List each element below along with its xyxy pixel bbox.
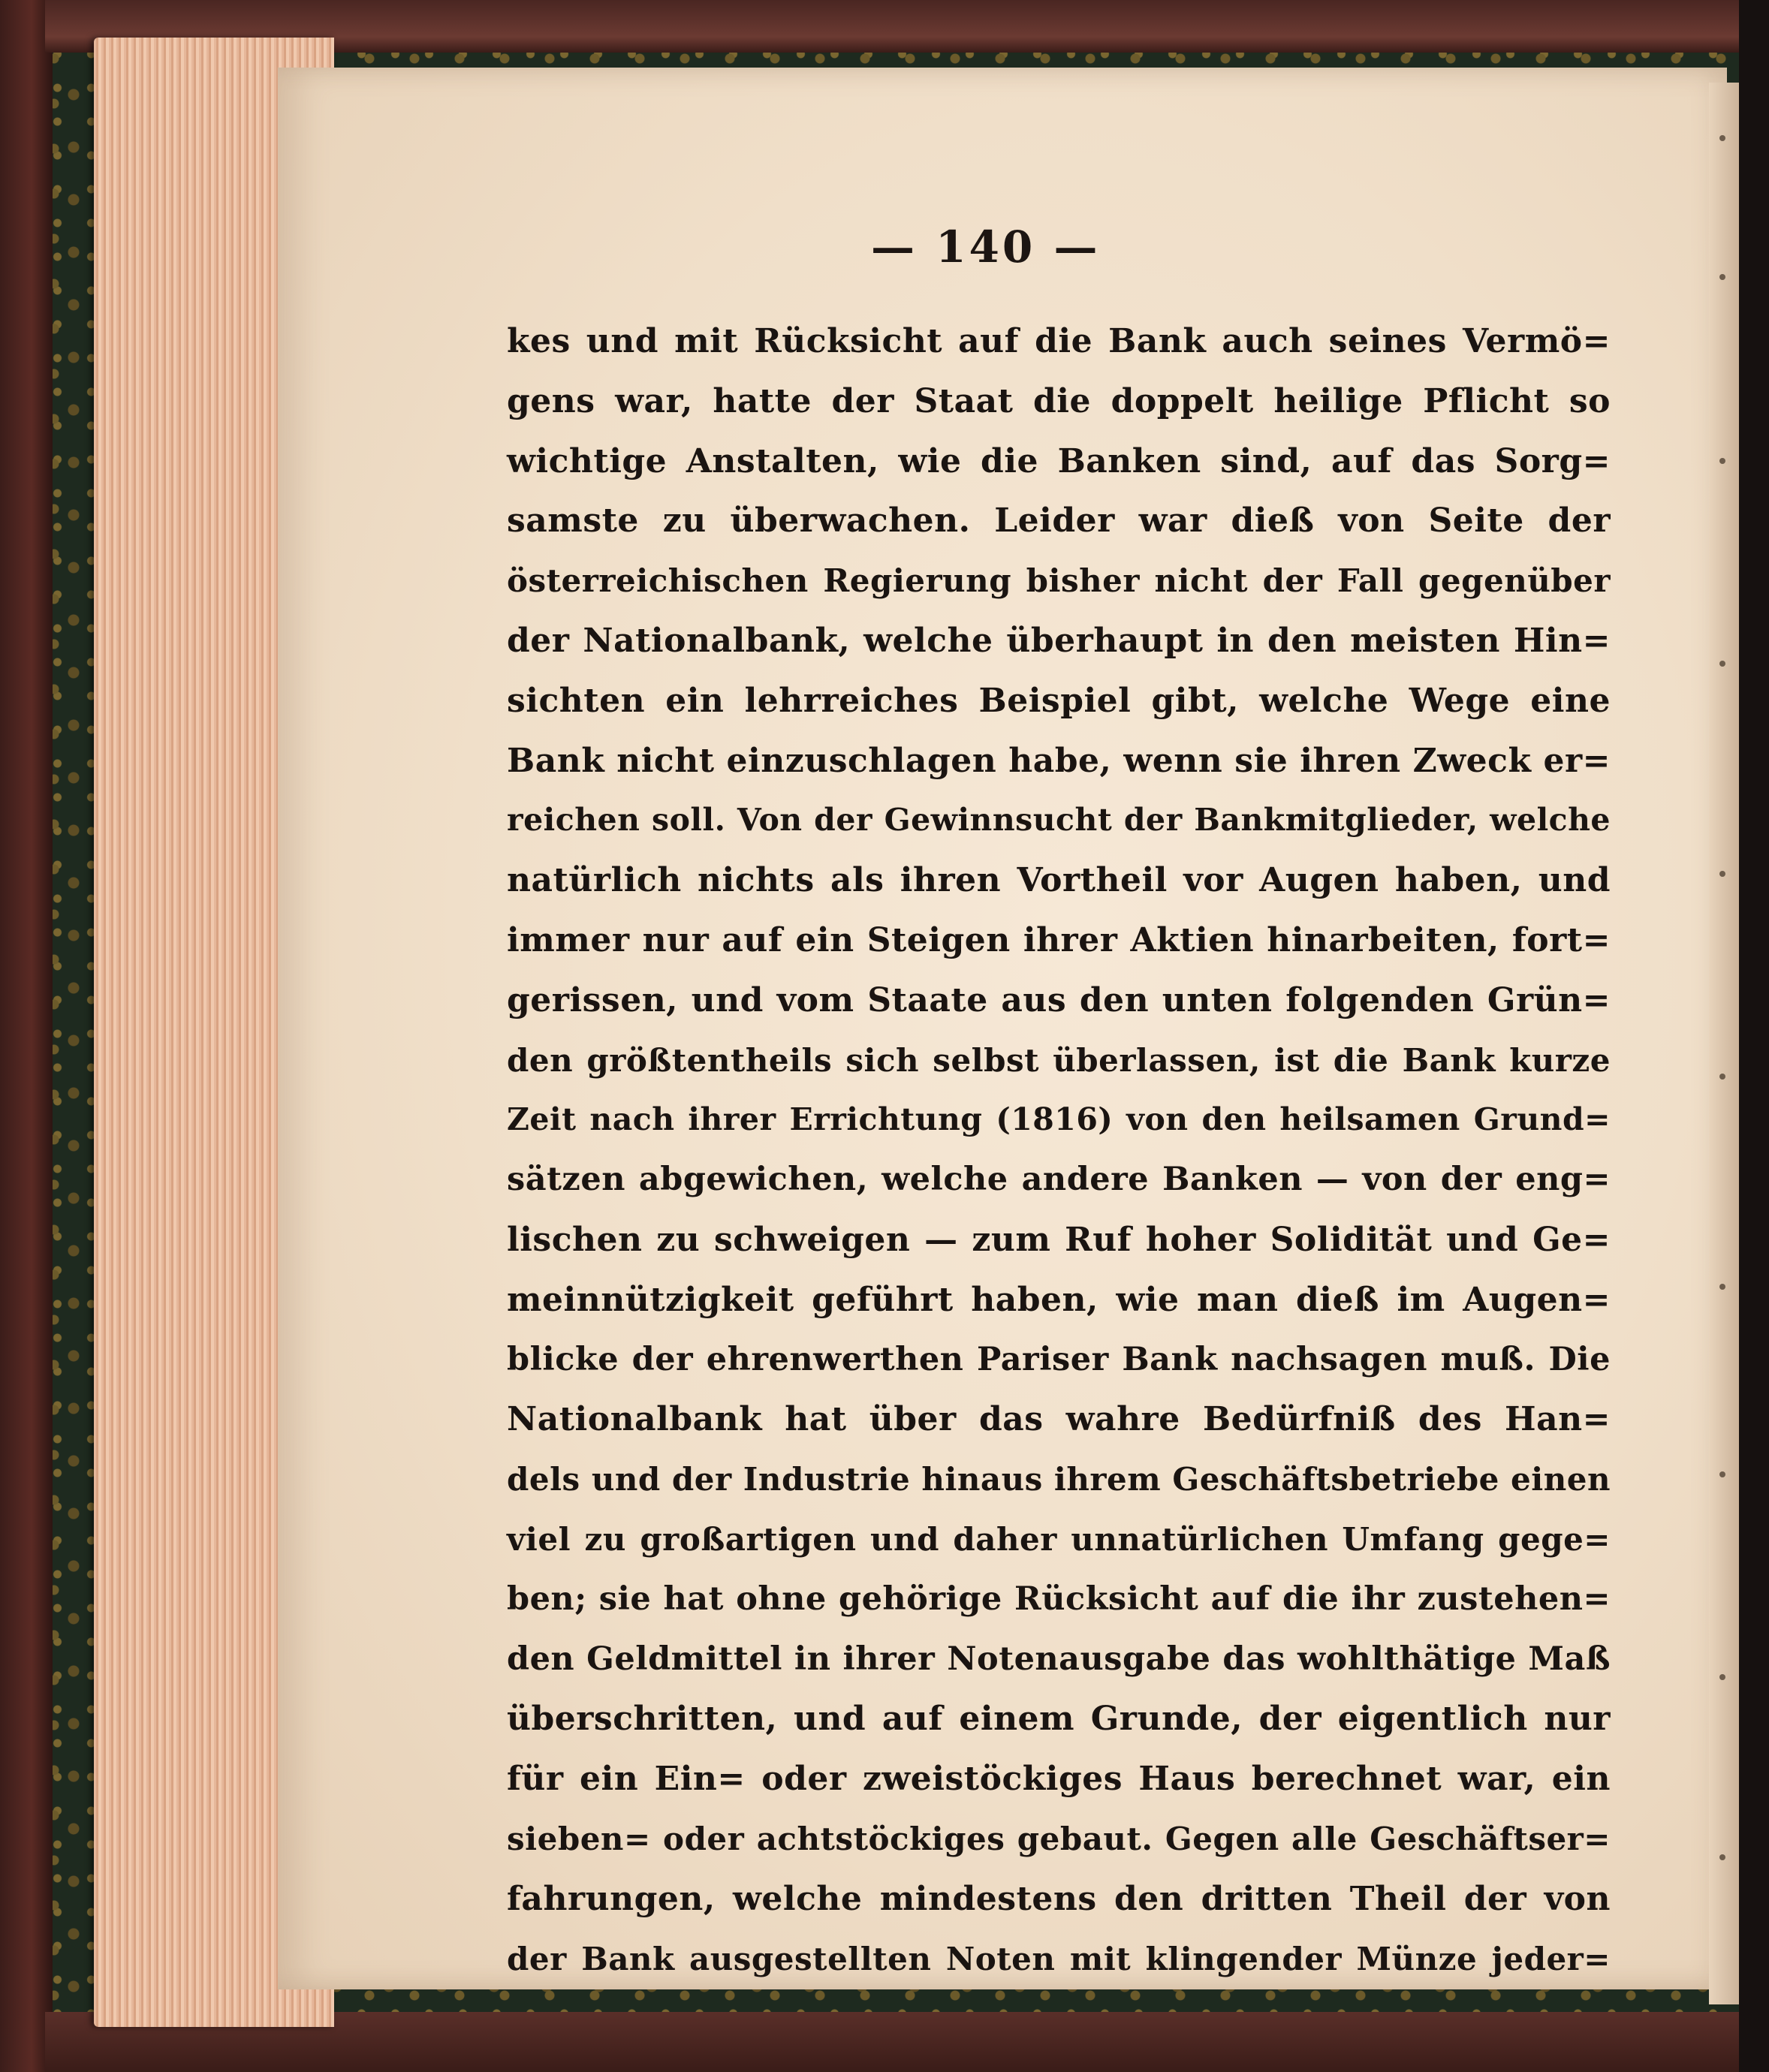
- text-line: fahrungen, welche mindestens den dritten Theil der von: [507, 1879, 1611, 1918]
- text-line: lischen zu schweigen — zum Ruf hoher Solidität und Ge=: [507, 1220, 1611, 1259]
- text-line: samste zu überwachen. Leider war dieß von Seite der: [507, 501, 1611, 541]
- stitch-hole: [1719, 135, 1725, 141]
- text-line: Zeit nach ihrer Errichtung (1816) von den heilsamen Grund=: [507, 1101, 1611, 1138]
- page-number: — 140 —: [871, 221, 1101, 273]
- text-line: kes und mit Rücksicht auf die Bank auch seines Vermö=: [507, 322, 1611, 360]
- stitch-hole: [1719, 1854, 1725, 1860]
- stitch-hole: [1719, 458, 1725, 464]
- text-line: wichtige Anstalten, wie die Banken sind, auf das Sorg=: [507, 441, 1611, 480]
- text-line: reichen soll. Von der Gewinnsucht der Bankmitglieder, welche: [507, 802, 1611, 839]
- stitch-hole: [1719, 871, 1725, 877]
- text-line: österreichischen Regierung bisher nicht der Fall gegenüber: [507, 562, 1611, 600]
- text-line: sichten ein lehrreiches Beispiel gibt, welche Wege eine: [507, 681, 1611, 720]
- text-line: natürlich nichts als ihren Vortheil vor Augen haben, und: [507, 861, 1611, 900]
- text-line: den größtentheils sich selbst überlassen, ist die Bank kurze: [507, 1041, 1611, 1079]
- text-line: der Bank ausgestellten Noten mit klingender Münze jeder=: [507, 1940, 1611, 1977]
- text-line: immer nur auf ein Steigen ihrer Aktien hinarbeiten, fort=: [507, 920, 1611, 959]
- text-line: gens war, hatte der Staat die doppelt heilige Pflicht so: [507, 381, 1611, 420]
- text-line: Nationalbank hat über das wahre Bedürfniß des Han=: [507, 1400, 1611, 1439]
- text-line: der Nationalbank, welche überhaupt in den meisten Hin=: [507, 621, 1611, 660]
- text-line: dels und der Industrie hinaus ihrem Geschäftsbetriebe einen: [507, 1461, 1611, 1498]
- stitch-hole: [1719, 274, 1725, 280]
- text-line: für ein Ein= oder zweistöckiges Haus berechnet war, ein: [507, 1760, 1611, 1799]
- text-line: den Geldmittel in ihrer Notenausgabe das wohlthätige Maß: [507, 1640, 1611, 1678]
- stitch-hole: [1719, 661, 1725, 667]
- background-edge: [1739, 0, 1769, 2072]
- spine-edge: [0, 0, 53, 2072]
- text-line: Bank nicht einzuschlagen habe, wenn sie ihren Zweck er=: [507, 741, 1611, 780]
- text-line: meinnützigkeit geführt haben, wie man dieß im Augen=: [507, 1280, 1611, 1319]
- text-line: überschritten, und auf einem Grunde, der eigentlich nur: [507, 1700, 1611, 1739]
- stitch-hole: [1719, 1074, 1725, 1080]
- text-line: viel zu großartigen und daher unnatürlichen Umfang gege=: [507, 1520, 1611, 1558]
- text-line: blicke der ehrenwerthen Pariser Bank nachsagen muß. Die: [507, 1340, 1611, 1378]
- text-line: gerissen, und vom Staate aus den unten folgenden Grün=: [507, 980, 1611, 1019]
- body-text: [507, 312, 1611, 1989]
- text-line: ben; sie hat ohne gehörige Rücksicht auf die ihr zustehen=: [507, 1580, 1611, 1618]
- stitch-hole: [1719, 1674, 1725, 1680]
- text-line: sätzen abgewichen, welche andere Banken — von der eng=: [507, 1161, 1611, 1199]
- facing-page-edge: [1709, 83, 1739, 2004]
- text-line: sieben= oder achtstöckiges gebaut. Gegen alle Geschäftser=: [507, 1820, 1611, 1857]
- stitch-hole: [1719, 1471, 1725, 1477]
- stitch-hole: [1719, 1284, 1725, 1290]
